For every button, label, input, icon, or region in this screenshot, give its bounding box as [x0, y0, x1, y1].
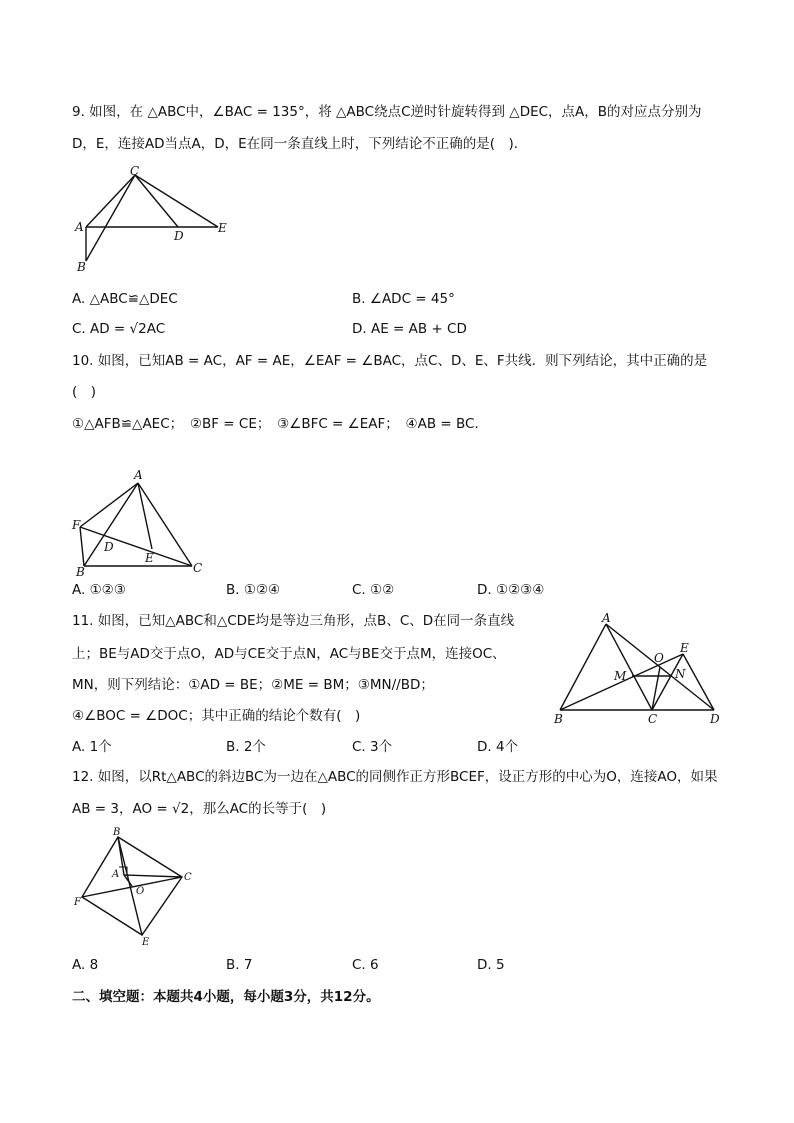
q9-figure: [72, 165, 242, 275]
q11-label-A: A: [602, 611, 611, 625]
q10-label-D: D: [104, 540, 114, 554]
q10-figure: [72, 465, 212, 579]
q12-segment-AC: [124, 875, 182, 877]
q12-label-A: A: [112, 869, 120, 880]
q11-segment-AB: [560, 624, 606, 710]
q9-segment-CE: [135, 175, 218, 227]
q10-segment-FB: [80, 527, 84, 566]
q11-option-d: D. 4个: [477, 739, 519, 755]
q9-label-E: E: [218, 221, 227, 235]
q11-stem-line1: 11. 如图，已知△ABC和△CDE均是等边三角形，点B、C、D在同一条直线: [72, 613, 515, 629]
q12-figure: [72, 825, 197, 950]
q12-label-O: O: [136, 886, 145, 897]
q10-label-E: E: [145, 551, 154, 565]
q11-label-B: B: [554, 712, 563, 726]
q12-option-c: C. 6: [352, 957, 379, 973]
q12-stem-line1: 12. 如图，以Rt△ABC的斜边BC为一边在△ABC的同侧作正方形BCEF，设正方形的中心为O，连接AO，如果: [72, 769, 718, 785]
q11-label-N: N: [675, 667, 686, 681]
q9-segment-CD: [135, 175, 178, 227]
q10-option-d: D. ①②③④: [477, 582, 545, 598]
q9-segment-BC: [86, 175, 135, 261]
q12-label-C: C: [184, 872, 192, 883]
q11-label-C: C: [648, 712, 658, 726]
q9-option-b: B. ∠ADC = 45°: [352, 291, 455, 307]
q9-label-A: A: [75, 220, 84, 234]
q11-option-b: B. 2个: [226, 739, 266, 755]
q12-option-b: B. 7: [226, 957, 253, 973]
section-heading-fill-in: 二、填空题：本题共4小题，每小题3分，共12分。: [72, 989, 380, 1005]
q12-label-B: B: [113, 827, 121, 838]
q11-option-c: C. 3个: [352, 739, 393, 755]
q11-option-a: A. 1个: [72, 739, 112, 755]
q11-stem-line2: 上；BE与AD交于点O，AD与CE交于点N，AC与BE交于点M，连接OC、: [72, 646, 506, 662]
q10-label-F: F: [72, 518, 81, 532]
q11-label-M: M: [614, 669, 627, 683]
q10-label-C: C: [193, 561, 203, 575]
q10-segment-AF: [80, 483, 138, 527]
q10-stem-line3: ①△AFB≌△AEC； ②BF = CE； ③∠BFC = ∠EAF； ④AB = BC．: [72, 416, 488, 432]
q10-label-A: A: [134, 468, 143, 482]
q12-option-d: D. 5: [477, 957, 505, 973]
q11-segment-ED: [683, 654, 714, 710]
q9-option-d: D. AE = AB + CD: [352, 321, 467, 337]
q10-option-b: B. ①②④: [226, 582, 281, 598]
q10-stem-line2: ( ): [72, 384, 97, 400]
q12-label-F: F: [74, 897, 81, 908]
q11-label-E: E: [680, 641, 689, 655]
q12-stem-line2: AB = 3，AO = √2，那么AC的长等于( ): [72, 801, 327, 817]
q9-option-a: A. △ABC≌△DEC: [72, 291, 178, 307]
q9-stem-line1: 9. 如图，在 △ABC中，∠BAC = 135°，将 △ABC绕点C逆时针旋转得到 △DEC，点A，B的对应点分别为: [72, 104, 702, 120]
q11-figure: [548, 610, 728, 730]
q10-stem-line1: 10. 如图，已知AB = AC，AF = AE，∠EAF = ∠BAC，点C、D、E、F共线．则下列结论，其中正确的是: [72, 353, 708, 369]
q9-stem-line2: D，E，连接AD当点A，D，E在同一条直线上时，下列结论不正确的是( )．: [72, 136, 528, 152]
q9-label-B: B: [77, 260, 86, 274]
q10-label-B: B: [76, 565, 85, 579]
q12-option-a: A. 8: [72, 957, 99, 973]
q9-option-c: C. AD = √2AC: [72, 321, 166, 337]
q12-label-E: E: [142, 937, 150, 948]
q10-option-c: C. ①②: [352, 582, 395, 598]
q11-stem-line3: MN，则下列结论：①AD = BE；②ME = BM；③MN//BD；: [72, 677, 434, 693]
q11-segment-AC: [606, 624, 652, 710]
q11-label-D: D: [710, 712, 720, 726]
q11-label-O: O: [654, 651, 664, 665]
q11-stem-line4: ④∠BOC = ∠DOC；其中正确的结论个数有( ): [72, 708, 361, 724]
q9-label-D: D: [174, 229, 184, 243]
q10-option-a: A. ①②③: [72, 582, 126, 598]
q9-label-C: C: [130, 164, 140, 178]
